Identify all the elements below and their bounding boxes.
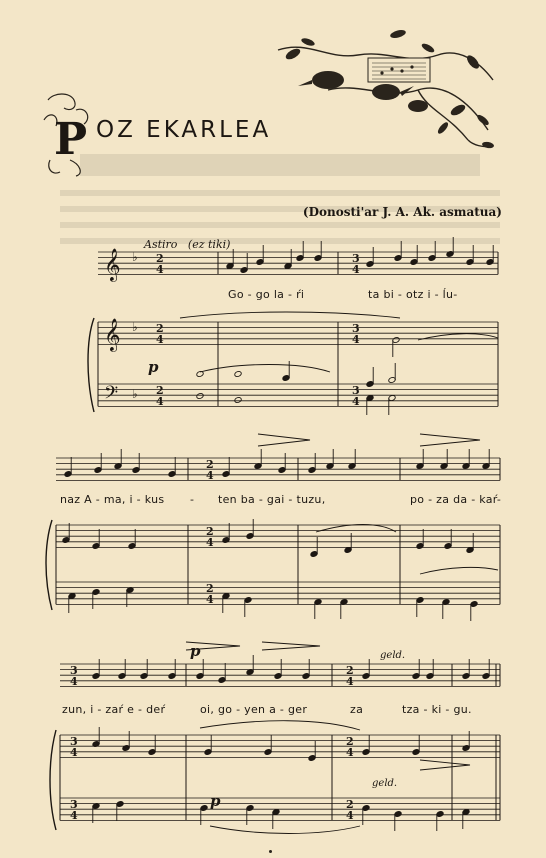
composer-attribution: (Donosti'ar J. A. Ak. asmatua) xyxy=(302,205,502,219)
piano-brace-2 xyxy=(46,520,52,610)
crescendo-hairpin xyxy=(258,434,310,446)
time-signature-bottom: 4 xyxy=(156,395,164,408)
treble-clef: 𝄞 xyxy=(104,318,121,351)
time-signature-bottom: 4 xyxy=(346,746,354,759)
time-signature-top: 2 xyxy=(206,458,214,471)
time-signature-bottom: 4 xyxy=(156,263,164,276)
time-signature-top: 2 xyxy=(346,798,354,811)
piano-brace-3 xyxy=(50,730,56,830)
time-signature-bottom: 4 xyxy=(206,469,214,482)
dynamic-piano-2: p xyxy=(190,642,201,660)
time-signature-bottom: 4 xyxy=(352,395,360,408)
slur xyxy=(180,312,400,318)
time-signature-top: 2 xyxy=(156,322,164,335)
tie xyxy=(200,365,330,373)
time-signature-bottom: 4 xyxy=(346,675,354,688)
time-signature-bottom: 4 xyxy=(206,536,214,549)
time-signature-top: 3 xyxy=(70,664,78,677)
time-signature-bottom: 4 xyxy=(352,263,360,276)
piano-brace-1 xyxy=(88,318,94,412)
lyric-line-3c: za xyxy=(350,703,364,716)
lyric-line-2b: - xyxy=(190,493,195,506)
note-head xyxy=(196,393,204,400)
slur xyxy=(420,567,498,574)
treble-clef: 𝄞 xyxy=(104,248,121,281)
time-signature-top: 2 xyxy=(156,384,164,397)
tempo-hint: (ez tiki) xyxy=(187,238,231,251)
lyric-line-2c: ten ba - gai - tuzu, xyxy=(218,493,326,506)
lyric-line-1b: ta bi - otz i - ĺu- xyxy=(368,288,458,301)
time-signature-bottom: 4 xyxy=(156,333,164,346)
tempo-marking-text: Astiro xyxy=(144,238,178,251)
slur xyxy=(200,721,360,730)
time-signature-top: 2 xyxy=(206,582,214,595)
time-signature-bottom: 4 xyxy=(206,593,214,606)
time-signature-top: 3 xyxy=(70,735,78,748)
flat-sign: ♭ xyxy=(132,387,138,401)
geld-marking-upper: geld. xyxy=(380,650,406,661)
time-signature-bottom: 4 xyxy=(346,809,354,822)
lyric-line-3b: oi, go - yen a - ger xyxy=(200,703,308,716)
time-signature-bottom: 4 xyxy=(70,809,78,822)
time-signature-top: 2 xyxy=(156,252,164,265)
page-mark xyxy=(269,850,272,853)
slur xyxy=(210,826,360,834)
lyric-line-1a: Go - go la - ŕi xyxy=(228,288,305,301)
initial-letter: P xyxy=(54,114,88,165)
lyric-line-2a: naz A - ma, i - kus xyxy=(60,493,165,506)
decrescendo-hairpin xyxy=(262,642,320,650)
dynamic-piano-1: p xyxy=(148,358,159,376)
time-signature-top: 2 xyxy=(206,525,214,538)
lyric-line-3d: tza - ki - gu. xyxy=(402,703,472,716)
geld-marking-lower: geld. xyxy=(372,778,398,789)
bass-clef: 𝄢 xyxy=(104,383,119,408)
time-signature-top: 3 xyxy=(352,322,360,335)
crescendo-hairpin xyxy=(420,760,470,770)
time-signature-top: 2 xyxy=(346,664,354,677)
note-head xyxy=(234,371,242,378)
time-signature-bottom: 4 xyxy=(70,675,78,688)
time-signature-bottom: 4 xyxy=(352,333,360,346)
note-head xyxy=(234,397,242,404)
decrescendo-hairpin xyxy=(420,434,480,446)
time-signature-top: 3 xyxy=(352,384,360,397)
page-title: OZ EKARLEA xyxy=(96,117,272,143)
dynamic-piano-3: p xyxy=(210,792,221,810)
time-signature-top: 3 xyxy=(352,252,360,265)
time-signature-top: 3 xyxy=(70,798,78,811)
flat-sign: ♭ xyxy=(132,320,138,334)
time-signature-top: 2 xyxy=(346,735,354,748)
lyric-line-2d: po - za da - kaŕ- xyxy=(410,493,502,506)
flat-sign: ♭ xyxy=(132,250,138,264)
lyric-line-3a: zun, i - zaŕ e - deŕ xyxy=(62,703,166,716)
time-signature-bottom: 4 xyxy=(70,746,78,759)
